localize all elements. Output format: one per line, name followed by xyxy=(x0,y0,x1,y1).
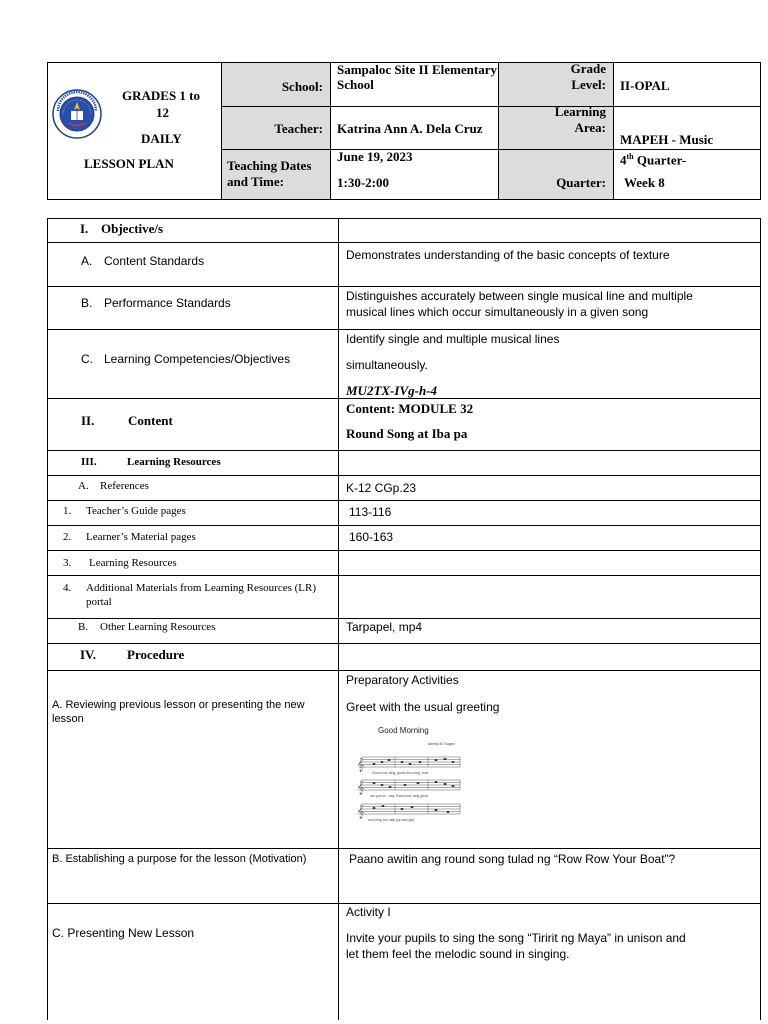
performance-standards-label: Performance Standards xyxy=(104,296,231,310)
content-value-line-1: Content: MODULE 32 xyxy=(346,401,474,416)
content-number: II. xyxy=(81,413,95,428)
objectives-heading: Objective/s xyxy=(101,221,164,236)
notes-2 xyxy=(357,780,455,794)
learning-resources-number: 3. xyxy=(63,557,72,569)
teachers-guide-value: 113-116 xyxy=(349,505,392,519)
lyrics-line-2: are you to - day, Good mor-ning good xyxy=(370,794,429,798)
review-label-line-2: lesson xyxy=(52,713,84,725)
notes-1 xyxy=(357,757,455,771)
deped-seal-logo xyxy=(52,89,102,139)
title-line-2: 12 xyxy=(156,105,169,120)
resources-number: III. xyxy=(81,456,97,468)
present-label: C. Presenting New Lesson xyxy=(52,926,195,940)
time-value: 1:30-2:00 xyxy=(337,175,389,190)
additional-materials-label-line-2: portal xyxy=(86,596,112,608)
good-morning-score xyxy=(350,720,470,825)
lyrics-line-1: Good mor-ning, good mor-ning, how xyxy=(372,771,429,775)
references-number: A. xyxy=(78,480,89,492)
lyrics-line-3: mor-ning too help joy and gay xyxy=(368,818,415,822)
purpose-value: Paano awitin ang round song tulad ng “Row Row Your Boat”? xyxy=(349,852,676,866)
teachers-guide-number: 1. xyxy=(63,505,72,517)
present-value-line-1: Activity I xyxy=(346,905,391,919)
svg-text:𝄞: 𝄞 xyxy=(357,780,365,794)
additional-materials-label-line-1: Additional Materials from Learning Resources (LR) xyxy=(86,582,317,594)
references-label: References xyxy=(100,480,149,492)
objectives-number: I. xyxy=(80,221,89,236)
grade-value: II-OPAL xyxy=(620,78,670,93)
school-value-line-2: School xyxy=(337,77,374,92)
quarter-value-rest: Quarter- xyxy=(633,152,687,168)
learning-resources-label: Learning Resources xyxy=(89,557,177,569)
performance-standards-number: B. xyxy=(81,296,93,310)
review-value-line-2: Greet with the usual greeting xyxy=(346,700,500,714)
purpose-label: B. Establishing a purpose for the lesson (Motivation) xyxy=(52,853,307,865)
quarter-value xyxy=(620,149,686,168)
learners-material-number: 2. xyxy=(63,531,72,543)
learners-material-value: 160-163 xyxy=(349,530,394,544)
area-label-line-2: Area: xyxy=(574,120,606,135)
teachers-guide-label: Teacher’s Guide pages xyxy=(86,505,186,517)
competency-code: MU2TX-IVg-h-4 xyxy=(346,383,438,398)
competencies-label: Learning Competencies/Objectives xyxy=(104,352,291,366)
notes-3 xyxy=(357,804,450,818)
content-standards-label: Content Standards xyxy=(104,254,205,268)
teacher-value: Katrina Ann A. Dela Cruz xyxy=(337,121,483,136)
performance-standards-value-line-2: musical lines which occur simultaneously in a given song xyxy=(346,305,649,319)
content-standards-number: A. xyxy=(81,254,93,268)
title-line-1: GRADES 1 to xyxy=(122,88,201,103)
procedure-heading: Procedure xyxy=(127,647,185,662)
dates-label-line-2: and Time: xyxy=(227,174,284,189)
learners-material-label: Learner’s Material pages xyxy=(86,531,196,543)
grade-label-line-1: Grade xyxy=(570,61,606,76)
area-label-line-1: Learning xyxy=(554,104,606,119)
staff-2 xyxy=(362,780,460,790)
present-value-line-3: let them feel the melodic sound in singing. xyxy=(346,947,570,961)
procedure-number: IV. xyxy=(80,647,97,662)
present-value-line-2: Invite your pupils to sing the song “Tiririt ng Maya” in unison and xyxy=(346,931,686,945)
title-line-3: DAILY xyxy=(141,131,182,146)
teacher-label: Teacher: xyxy=(274,121,323,136)
performance-standards-value-line-1: Distinguishes accurately between single musical line and multiple xyxy=(346,289,693,303)
area-value: MAPEH - Music xyxy=(620,132,714,147)
content-standards-value: Demonstrates understanding of the basic concepts of texture xyxy=(346,248,670,262)
other-resources-label: Other Learning Resources xyxy=(100,621,216,633)
other-resources-value: Tarpapel, mp4 xyxy=(346,620,423,634)
svg-text:𝄞: 𝄞 xyxy=(357,757,365,771)
quarter-value-number: 4 xyxy=(620,152,627,168)
title-line-4: LESSON PLAN xyxy=(84,156,174,171)
grade-label-line-2: Level: xyxy=(571,77,606,92)
review-label-line-1: A. Reviewing previous lesson or presenting the new xyxy=(52,699,305,711)
content-heading: Content xyxy=(128,413,173,428)
review-value-line-1: Preparatory Activities xyxy=(346,673,459,687)
competencies-value-line-1: Identify single and multiple musical lines xyxy=(346,332,560,346)
content-value-line-2: Round Song at Iba pa xyxy=(346,426,468,441)
date-value: June 19, 2023 xyxy=(337,149,413,164)
other-resources-number: B. xyxy=(78,621,89,633)
svg-text:𝄞: 𝄞 xyxy=(357,804,365,818)
references-value: K-12 CGp.23 xyxy=(346,481,417,495)
competencies-number: C. xyxy=(81,352,93,366)
dates-label-line-1: Teaching Dates xyxy=(227,158,312,173)
quarter-value-sup: th xyxy=(626,152,634,161)
quarter-week: Week 8 xyxy=(624,175,665,190)
school-label: School: xyxy=(281,79,323,94)
resources-heading: Learning Resources xyxy=(127,456,221,468)
competencies-value-line-2: simultaneously. xyxy=(346,358,428,372)
additional-materials-number: 4. xyxy=(63,582,72,594)
score-title: Good Morning xyxy=(378,726,429,735)
quarter-label: Quarter: xyxy=(556,175,606,190)
staff-3 xyxy=(362,804,460,814)
school-value-line-1: Sampaloc Site II Elementary xyxy=(337,62,497,77)
score-composer: Amelia M. Kagan xyxy=(428,742,455,746)
